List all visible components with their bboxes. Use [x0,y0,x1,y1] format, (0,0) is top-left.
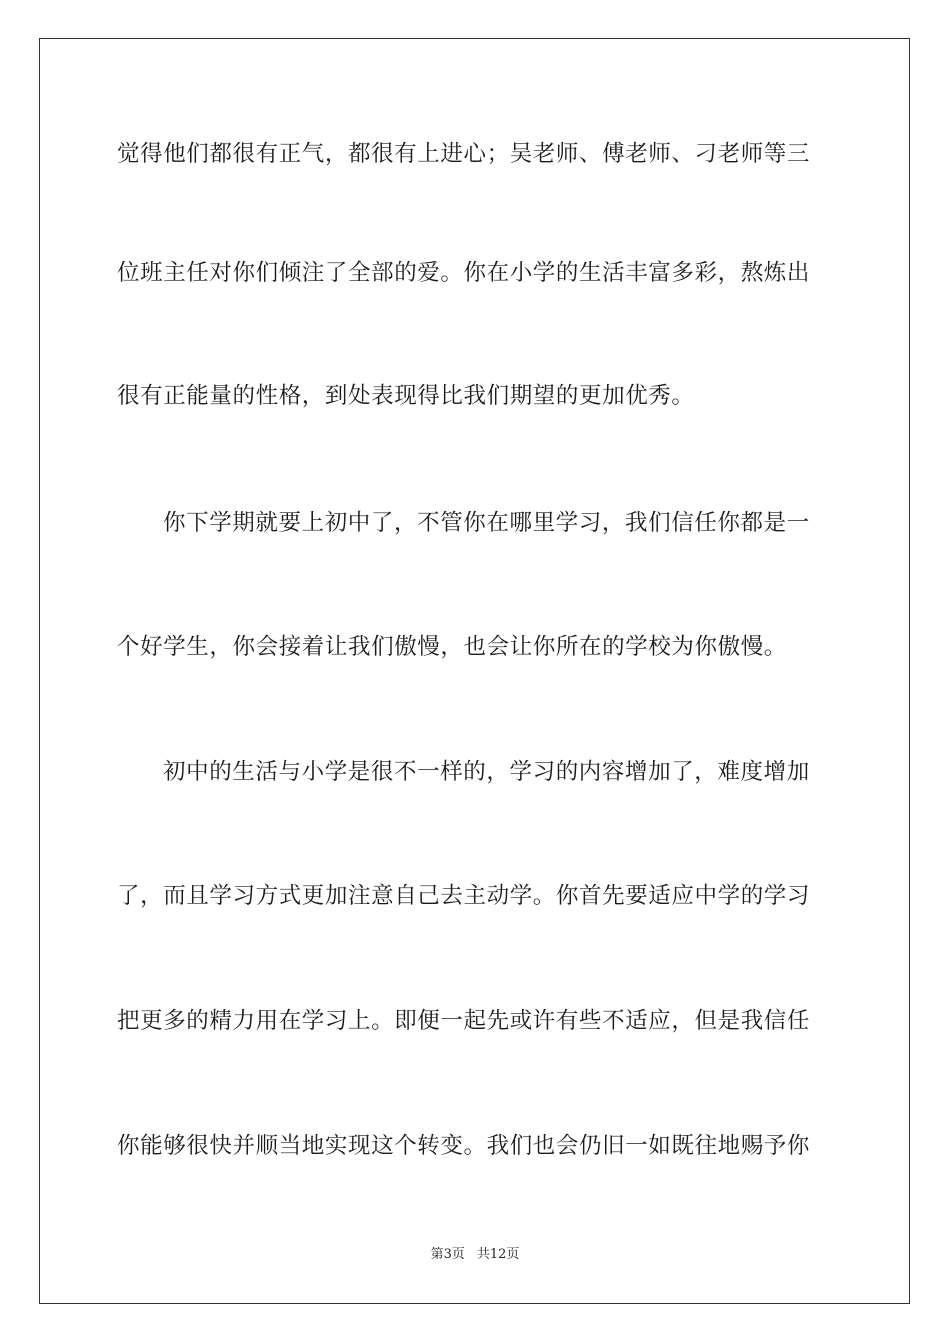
text-line-5: 个好学生，你会接着让我们傲慢，也会让你所在的学校为你傲慢。 [117,634,787,660]
text-line-3: 很有正能量的性格，到处表现得比我们期望的更加优秀。 [117,383,695,409]
page-footer [0,1246,950,1264]
text-line-8: 把更多的精力用在学习上。即便一起先或许有些不适应，但是我信任 [117,1008,811,1034]
page-total: 共12页 [476,1247,520,1262]
text-line-4: 你下学期就要上初中了，不管你在哪里学习，我们信任你都是一 [163,510,810,536]
text-line-6: 初中的生活与小学是很不一样的，学习的内容增加了，难度增加 [163,759,810,785]
text-line-7: 了，而且学习方式更加注意自己去主动学。你首先要适应中学的学习 [117,883,811,909]
text-line-9: 你能够很快并顺当地实现这个转变。我们也会仍旧一如既往地赐予你 [117,1133,811,1159]
page-number: 第3页 [430,1247,465,1262]
text-line-1: 觉得他们都很有正气，都很有上进心；吴老师、傅老师、刁老师等三 [117,141,811,167]
page-border [39,38,910,1304]
text-line-2: 位班主任对你们倾注了全部的爱。你在小学的生活丰富多彩，熬炼出 [117,260,811,286]
